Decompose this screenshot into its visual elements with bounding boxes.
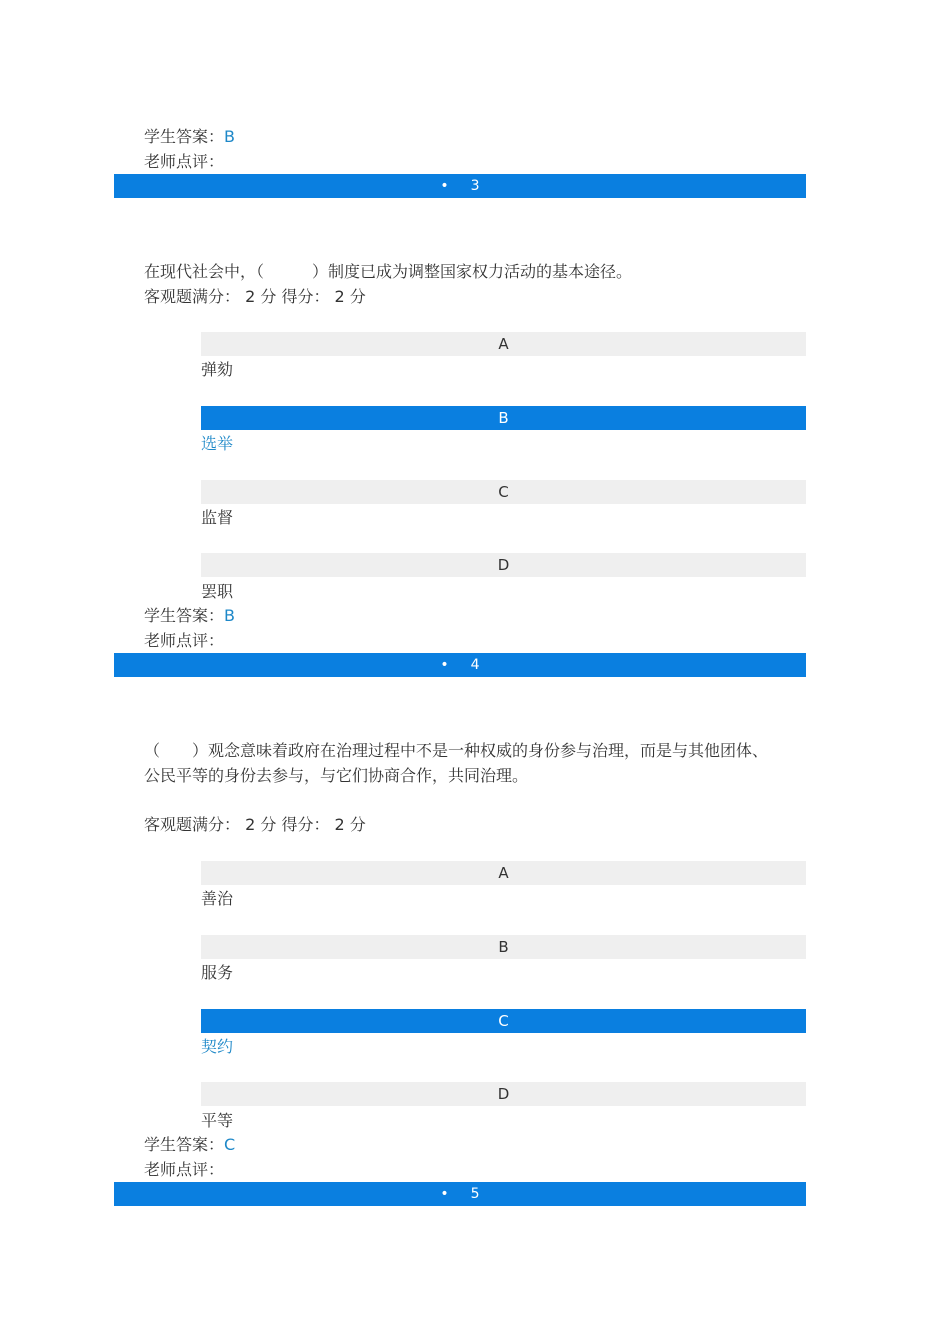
student-answer-row <box>144 604 235 628</box>
student-answer-label: 学生答案： <box>144 127 225 146</box>
question-text-line-2: 公民平等的身份去参与，与它们协商合作，共同治理。 <box>144 766 529 785</box>
option-d-text[interactable]: 平等 <box>201 1111 234 1130</box>
student-answer-row <box>144 1133 235 1157</box>
option-b-text-selected[interactable]: 选举 <box>201 434 234 453</box>
option-a-text[interactable]: 善治 <box>201 889 234 908</box>
question-number-bar <box>114 653 806 677</box>
student-answer-label: 学生答案： <box>144 1135 225 1154</box>
question-text: 在现代社会中，（ ）制度已成为调整国家权力活动的基本途径。 <box>144 262 633 281</box>
bullet-icon: • <box>440 1186 449 1202</box>
question-number: 5 <box>470 1186 480 1202</box>
option-d-header[interactable]: D <box>201 553 806 577</box>
score-line: 客观题满分： 2 分 得分： 2 分 <box>144 287 366 306</box>
student-answer-row <box>144 125 235 149</box>
option-b-text[interactable]: 服务 <box>201 963 234 982</box>
score-line: 客观题满分： 2 分 得分： 2 分 <box>144 815 366 834</box>
option-c-text-selected[interactable]: 契约 <box>201 1037 234 1056</box>
option-c-text[interactable]: 监督 <box>201 508 234 527</box>
teacher-comment-label: 老师点评： <box>144 1160 225 1179</box>
student-answer-value: C <box>224 1135 236 1154</box>
option-a-header[interactable]: A <box>201 861 806 885</box>
student-answer-label: 学生答案： <box>144 606 225 625</box>
teacher-comment-label: 老师点评： <box>144 152 225 171</box>
question-text-line-1: （ ）观念意味着政府在治理过程中不是一种权威的身份参与治理，而是与其他团体、 <box>144 741 769 760</box>
option-d-text[interactable]: 罢职 <box>201 582 234 601</box>
option-b-header-selected[interactable]: B <box>201 406 806 430</box>
option-a-header[interactable]: A <box>201 332 806 356</box>
bullet-icon: • <box>440 178 449 194</box>
question-number: 3 <box>470 178 480 194</box>
question-number-bar <box>114 1182 806 1206</box>
option-c-header[interactable]: C <box>201 480 806 504</box>
question-number-bar <box>114 174 806 198</box>
student-answer-value: B <box>224 127 235 146</box>
bullet-icon: • <box>440 657 449 673</box>
option-c-header-selected[interactable]: C <box>201 1009 806 1033</box>
question-number: 4 <box>470 657 480 673</box>
student-answer-value: B <box>224 606 235 625</box>
option-b-header[interactable]: B <box>201 935 806 959</box>
option-d-header[interactable]: D <box>201 1082 806 1106</box>
teacher-comment-label: 老师点评： <box>144 631 225 650</box>
option-a-text[interactable]: 弹劾 <box>201 360 234 379</box>
